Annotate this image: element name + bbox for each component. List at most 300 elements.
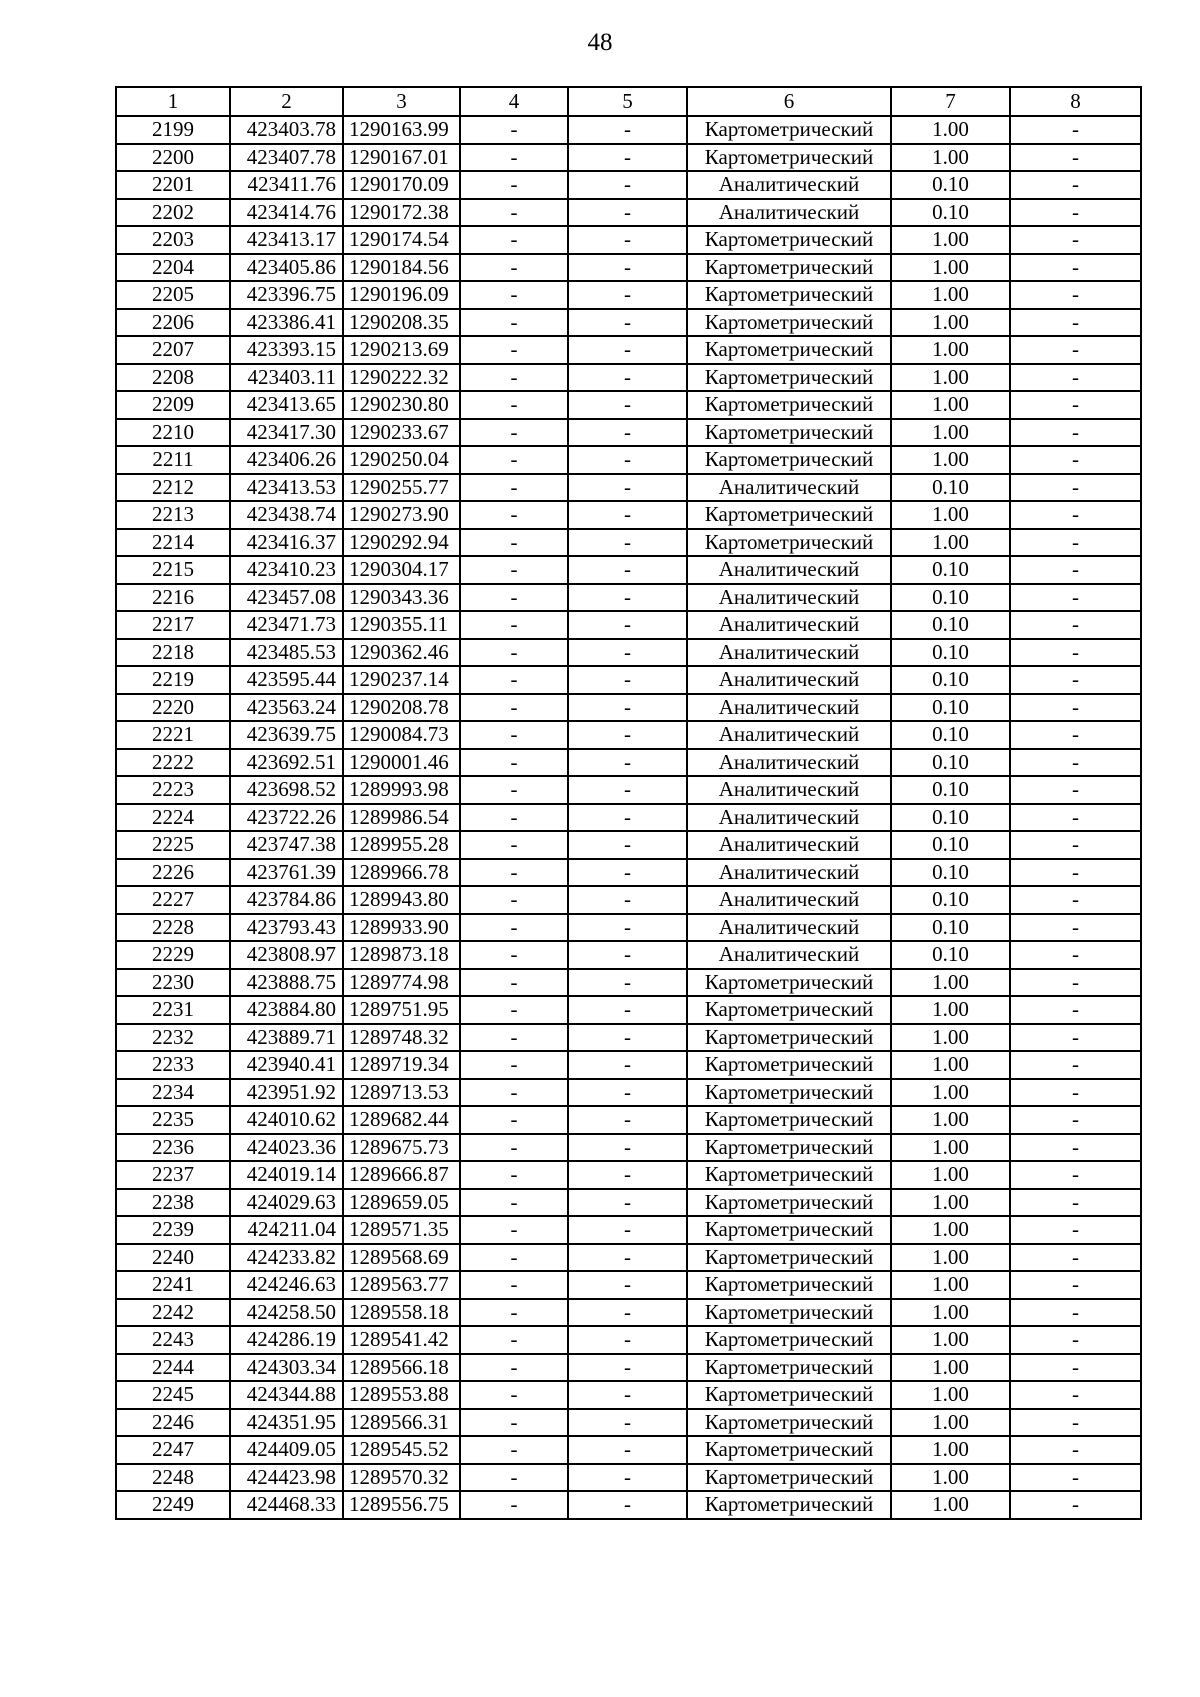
table-row [116, 1299, 1141, 1327]
table-row [116, 1216, 1141, 1244]
column-4-cell: - [460, 666, 568, 694]
method-cell: Аналитический [687, 611, 891, 639]
column-8-cell: - [1010, 1354, 1141, 1382]
y-coordinate-cell: 1290273.90 [343, 501, 460, 529]
accuracy-cell: 1.00 [891, 1491, 1010, 1519]
column-4-cell: - [460, 364, 568, 392]
method-cell: Аналитический [687, 584, 891, 612]
method-cell: Картометрический [687, 1326, 891, 1354]
x-coordinate-cell: 423471.73 [230, 611, 343, 639]
method-cell: Картометрический [687, 254, 891, 282]
point-number-cell: 2205 [116, 281, 230, 309]
column-5-cell: - [568, 666, 687, 694]
x-coordinate-cell: 423563.24 [230, 694, 343, 722]
accuracy-cell: 1.00 [891, 1106, 1010, 1134]
column-4-cell: - [460, 1106, 568, 1134]
table-row [116, 886, 1141, 914]
column-8-cell: - [1010, 199, 1141, 227]
column-5-cell: - [568, 996, 687, 1024]
point-number-cell: 2245 [116, 1381, 230, 1409]
table-row [116, 1079, 1141, 1107]
column-5-cell: - [568, 1491, 687, 1519]
y-coordinate-cell: 1289556.75 [343, 1491, 460, 1519]
column-8-cell: - [1010, 1189, 1141, 1217]
column-5-cell: - [568, 144, 687, 172]
accuracy-cell: 0.10 [891, 556, 1010, 584]
x-coordinate-cell: 424344.88 [230, 1381, 343, 1409]
table-row [116, 969, 1141, 997]
y-coordinate-cell: 1290167.01 [343, 144, 460, 172]
column-5-cell: - [568, 914, 687, 942]
point-number-cell: 2200 [116, 144, 230, 172]
column-5-cell: - [568, 391, 687, 419]
x-coordinate-cell: 424303.34 [230, 1354, 343, 1382]
column-4-cell: - [460, 1189, 568, 1217]
column-5-cell: - [568, 1299, 687, 1327]
point-number-cell: 2240 [116, 1244, 230, 1272]
x-coordinate-cell: 423403.78 [230, 116, 343, 144]
column-5-cell: - [568, 419, 687, 447]
point-number-cell: 2224 [116, 804, 230, 832]
x-coordinate-cell: 423411.76 [230, 171, 343, 199]
method-cell: Картометрический [687, 529, 891, 557]
method-cell: Картометрический [687, 116, 891, 144]
accuracy-cell: 0.10 [891, 941, 1010, 969]
column-5-cell: - [568, 199, 687, 227]
point-number-cell: 2231 [116, 996, 230, 1024]
x-coordinate-cell: 423595.44 [230, 666, 343, 694]
column-8-cell: - [1010, 749, 1141, 777]
column-5-cell: - [568, 254, 687, 282]
point-number-cell: 2243 [116, 1326, 230, 1354]
y-coordinate-cell: 1290255.77 [343, 474, 460, 502]
column-5-cell: - [568, 694, 687, 722]
x-coordinate-cell: 423888.75 [230, 969, 343, 997]
column-4-cell: - [460, 116, 568, 144]
point-number-cell: 2241 [116, 1271, 230, 1299]
point-number-cell: 2234 [116, 1079, 230, 1107]
y-coordinate-cell: 1290222.32 [343, 364, 460, 392]
column-8-cell: - [1010, 1381, 1141, 1409]
column-5-cell: - [568, 941, 687, 969]
x-coordinate-cell: 424029.63 [230, 1189, 343, 1217]
method-cell: Аналитический [687, 914, 891, 942]
y-coordinate-cell: 1290174.54 [343, 226, 460, 254]
method-cell: Картометрический [687, 1161, 891, 1189]
point-number-cell: 2208 [116, 364, 230, 392]
y-coordinate-cell: 1289719.34 [343, 1051, 460, 1079]
table-row [116, 474, 1141, 502]
method-cell: Картометрический [687, 1216, 891, 1244]
column-8-cell: - [1010, 831, 1141, 859]
column-8-cell: - [1010, 281, 1141, 309]
y-coordinate-cell: 1290184.56 [343, 254, 460, 282]
x-coordinate-cell: 424010.62 [230, 1106, 343, 1134]
table-row [116, 529, 1141, 557]
accuracy-cell: 0.10 [891, 776, 1010, 804]
accuracy-cell: 0.10 [891, 886, 1010, 914]
table-row [116, 446, 1141, 474]
x-coordinate-cell: 423793.43 [230, 914, 343, 942]
accuracy-cell: 0.10 [891, 474, 1010, 502]
x-coordinate-cell: 423406.26 [230, 446, 343, 474]
column-4-cell: - [460, 1024, 568, 1052]
y-coordinate-cell: 1289966.78 [343, 859, 460, 887]
column-4-cell: - [460, 804, 568, 832]
method-cell: Картометрический [687, 1381, 891, 1409]
method-cell: Картометрический [687, 1354, 891, 1382]
x-coordinate-cell: 423396.75 [230, 281, 343, 309]
column-5-cell: - [568, 1189, 687, 1217]
accuracy-cell: 0.10 [891, 694, 1010, 722]
header-cell: 4 [460, 87, 568, 116]
method-cell: Картометрический [687, 281, 891, 309]
point-number-cell: 2203 [116, 226, 230, 254]
method-cell: Картометрический [687, 1409, 891, 1437]
x-coordinate-cell: 423438.74 [230, 501, 343, 529]
point-number-cell: 2220 [116, 694, 230, 722]
x-coordinate-cell: 423884.80 [230, 996, 343, 1024]
column-8-cell: - [1010, 1244, 1141, 1272]
accuracy-cell: 1.00 [891, 996, 1010, 1024]
accuracy-cell: 1.00 [891, 1326, 1010, 1354]
y-coordinate-cell: 1290237.14 [343, 666, 460, 694]
method-cell: Картометрический [687, 1436, 891, 1464]
table-row [116, 144, 1141, 172]
x-coordinate-cell: 423407.78 [230, 144, 343, 172]
accuracy-cell: 0.10 [891, 749, 1010, 777]
method-cell: Аналитический [687, 776, 891, 804]
point-number-cell: 2229 [116, 941, 230, 969]
table-row [116, 1244, 1141, 1272]
column-8-cell: - [1010, 721, 1141, 749]
table-row [116, 116, 1141, 144]
accuracy-cell: 1.00 [891, 281, 1010, 309]
column-4-cell: - [460, 419, 568, 447]
column-5-cell: - [568, 1134, 687, 1162]
column-8-cell: - [1010, 116, 1141, 144]
x-coordinate-cell: 424211.04 [230, 1216, 343, 1244]
x-coordinate-cell: 424258.50 [230, 1299, 343, 1327]
column-8-cell: - [1010, 556, 1141, 584]
table-row [116, 694, 1141, 722]
column-4-cell: - [460, 1299, 568, 1327]
method-cell: Картометрический [687, 419, 891, 447]
method-cell: Картометрический [687, 1491, 891, 1519]
column-4-cell: - [460, 941, 568, 969]
x-coordinate-cell: 423698.52 [230, 776, 343, 804]
y-coordinate-cell: 1290343.36 [343, 584, 460, 612]
column-4-cell: - [460, 969, 568, 997]
column-5-cell: - [568, 364, 687, 392]
point-number-cell: 2232 [116, 1024, 230, 1052]
accuracy-cell: 1.00 [891, 446, 1010, 474]
x-coordinate-cell: 423403.11 [230, 364, 343, 392]
method-cell: Аналитический [687, 831, 891, 859]
method-cell: Картометрический [687, 1464, 891, 1492]
column-8-cell: - [1010, 996, 1141, 1024]
point-number-cell: 2237 [116, 1161, 230, 1189]
table-row [116, 941, 1141, 969]
point-number-cell: 2236 [116, 1134, 230, 1162]
column-4-cell: - [460, 584, 568, 612]
method-cell: Картометрический [687, 309, 891, 337]
method-cell: Картометрический [687, 501, 891, 529]
accuracy-cell: 1.00 [891, 336, 1010, 364]
accuracy-cell: 1.00 [891, 1079, 1010, 1107]
point-number-cell: 2242 [116, 1299, 230, 1327]
table-row [116, 1051, 1141, 1079]
table-row [116, 1381, 1141, 1409]
point-number-cell: 2230 [116, 969, 230, 997]
point-number-cell: 2233 [116, 1051, 230, 1079]
x-coordinate-cell: 423808.97 [230, 941, 343, 969]
column-8-cell: - [1010, 1326, 1141, 1354]
table-row [116, 721, 1141, 749]
x-coordinate-cell: 424351.95 [230, 1409, 343, 1437]
column-4-cell: - [460, 1436, 568, 1464]
column-4-cell: - [460, 529, 568, 557]
column-5-cell: - [568, 886, 687, 914]
table-row [116, 1024, 1141, 1052]
x-coordinate-cell: 423940.41 [230, 1051, 343, 1079]
point-number-cell: 2226 [116, 859, 230, 887]
column-5-cell: - [568, 1244, 687, 1272]
column-4-cell: - [460, 1161, 568, 1189]
column-4-cell: - [460, 501, 568, 529]
x-coordinate-cell: 423457.08 [230, 584, 343, 612]
column-5-cell: - [568, 1271, 687, 1299]
y-coordinate-cell: 1289751.95 [343, 996, 460, 1024]
point-number-cell: 2219 [116, 666, 230, 694]
column-4-cell: - [460, 309, 568, 337]
column-5-cell: - [568, 639, 687, 667]
point-number-cell: 2225 [116, 831, 230, 859]
column-8-cell: - [1010, 914, 1141, 942]
column-8-cell: - [1010, 1106, 1141, 1134]
column-8-cell: - [1010, 1134, 1141, 1162]
point-number-cell: 2235 [116, 1106, 230, 1134]
x-coordinate-cell: 423386.41 [230, 309, 343, 337]
y-coordinate-cell: 1290196.09 [343, 281, 460, 309]
y-coordinate-cell: 1289675.73 [343, 1134, 460, 1162]
column-5-cell: - [568, 1051, 687, 1079]
column-4-cell: - [460, 1271, 568, 1299]
table-row [116, 666, 1141, 694]
method-cell: Картометрический [687, 1299, 891, 1327]
column-5-cell: - [568, 474, 687, 502]
column-8-cell: - [1010, 776, 1141, 804]
header-cell: 8 [1010, 87, 1141, 116]
table-row [116, 226, 1141, 254]
column-5-cell: - [568, 721, 687, 749]
method-cell: Картометрический [687, 1024, 891, 1052]
x-coordinate-cell: 423784.86 [230, 886, 343, 914]
table-row [116, 831, 1141, 859]
header-cell: 3 [343, 87, 460, 116]
accuracy-cell: 0.10 [891, 914, 1010, 942]
method-cell: Аналитический [687, 694, 891, 722]
point-number-cell: 2239 [116, 1216, 230, 1244]
table-row [116, 749, 1141, 777]
column-5-cell: - [568, 1079, 687, 1107]
y-coordinate-cell: 1290250.04 [343, 446, 460, 474]
y-coordinate-cell: 1290304.17 [343, 556, 460, 584]
column-8-cell: - [1010, 1464, 1141, 1492]
column-5-cell: - [568, 226, 687, 254]
table-row [116, 1409, 1141, 1437]
point-number-cell: 2214 [116, 529, 230, 557]
x-coordinate-cell: 423414.76 [230, 199, 343, 227]
column-8-cell: - [1010, 226, 1141, 254]
column-4-cell: - [460, 446, 568, 474]
accuracy-cell: 1.00 [891, 1189, 1010, 1217]
x-coordinate-cell: 424286.19 [230, 1326, 343, 1354]
x-coordinate-cell: 423393.15 [230, 336, 343, 364]
table-row [116, 309, 1141, 337]
column-8-cell: - [1010, 1271, 1141, 1299]
method-cell: Картометрический [687, 1079, 891, 1107]
x-coordinate-cell: 423416.37 [230, 529, 343, 557]
x-coordinate-cell: 423692.51 [230, 749, 343, 777]
column-8-cell: - [1010, 584, 1141, 612]
column-8-cell: - [1010, 611, 1141, 639]
column-8-cell: - [1010, 1161, 1141, 1189]
y-coordinate-cell: 1290172.38 [343, 199, 460, 227]
column-8-cell: - [1010, 1299, 1141, 1327]
column-4-cell: - [460, 281, 568, 309]
column-5-cell: - [568, 1381, 687, 1409]
column-8-cell: - [1010, 804, 1141, 832]
x-coordinate-cell: 424233.82 [230, 1244, 343, 1272]
accuracy-cell: 0.10 [891, 171, 1010, 199]
column-5-cell: - [568, 776, 687, 804]
column-8-cell: - [1010, 419, 1141, 447]
accuracy-cell: 0.10 [891, 721, 1010, 749]
table-row [116, 996, 1141, 1024]
table-row [116, 281, 1141, 309]
column-8-cell: - [1010, 1024, 1141, 1052]
method-cell: Аналитический [687, 941, 891, 969]
accuracy-cell: 1.00 [891, 1216, 1010, 1244]
column-4-cell: - [460, 1134, 568, 1162]
y-coordinate-cell: 1290163.99 [343, 116, 460, 144]
x-coordinate-cell: 424023.36 [230, 1134, 343, 1162]
y-coordinate-cell: 1289566.18 [343, 1354, 460, 1382]
table-row [116, 1326, 1141, 1354]
y-coordinate-cell: 1290292.94 [343, 529, 460, 557]
x-coordinate-cell: 423410.23 [230, 556, 343, 584]
column-4-cell: - [460, 749, 568, 777]
method-cell: Картометрический [687, 1051, 891, 1079]
column-8-cell: - [1010, 446, 1141, 474]
header-cell: 7 [891, 87, 1010, 116]
accuracy-cell: 1.00 [891, 1271, 1010, 1299]
method-cell: Картометрический [687, 446, 891, 474]
column-8-cell: - [1010, 501, 1141, 529]
accuracy-cell: 0.10 [891, 804, 1010, 832]
column-4-cell: - [460, 1051, 568, 1079]
column-4-cell: - [460, 144, 568, 172]
column-5-cell: - [568, 749, 687, 777]
accuracy-cell: 1.00 [891, 1244, 1010, 1272]
accuracy-cell: 1.00 [891, 1436, 1010, 1464]
accuracy-cell: 0.10 [891, 666, 1010, 694]
point-number-cell: 2204 [116, 254, 230, 282]
column-5-cell: - [568, 529, 687, 557]
column-8-cell: - [1010, 639, 1141, 667]
table-row [116, 1134, 1141, 1162]
column-5-cell: - [568, 336, 687, 364]
column-8-cell: - [1010, 309, 1141, 337]
y-coordinate-cell: 1289943.80 [343, 886, 460, 914]
y-coordinate-cell: 1290084.73 [343, 721, 460, 749]
column-8-cell: - [1010, 694, 1141, 722]
column-8-cell: - [1010, 529, 1141, 557]
column-5-cell: - [568, 1024, 687, 1052]
point-number-cell: 2248 [116, 1464, 230, 1492]
x-coordinate-cell: 424409.05 [230, 1436, 343, 1464]
column-5-cell: - [568, 1326, 687, 1354]
accuracy-cell: 0.10 [891, 859, 1010, 887]
point-number-cell: 2238 [116, 1189, 230, 1217]
method-cell: Картометрический [687, 336, 891, 364]
column-8-cell: - [1010, 171, 1141, 199]
table-row [116, 639, 1141, 667]
y-coordinate-cell: 1289682.44 [343, 1106, 460, 1134]
y-coordinate-cell: 1289713.53 [343, 1079, 460, 1107]
method-cell: Картометрический [687, 1244, 891, 1272]
column-4-cell: - [460, 1491, 568, 1519]
method-cell: Аналитический [687, 666, 891, 694]
accuracy-cell: 0.10 [891, 831, 1010, 859]
table-row [116, 364, 1141, 392]
header-cell: 6 [687, 87, 891, 116]
table-row [116, 1436, 1141, 1464]
y-coordinate-cell: 1289563.77 [343, 1271, 460, 1299]
point-number-cell: 2202 [116, 199, 230, 227]
accuracy-cell: 0.10 [891, 611, 1010, 639]
table-row [116, 1464, 1141, 1492]
column-8-cell: - [1010, 336, 1141, 364]
table-row [116, 556, 1141, 584]
column-8-cell: - [1010, 1079, 1141, 1107]
point-number-cell: 2217 [116, 611, 230, 639]
point-number-cell: 2211 [116, 446, 230, 474]
table-row [116, 254, 1141, 282]
accuracy-cell: 1.00 [891, 419, 1010, 447]
y-coordinate-cell: 1289666.87 [343, 1161, 460, 1189]
x-coordinate-cell: 423413.65 [230, 391, 343, 419]
column-5-cell: - [568, 171, 687, 199]
accuracy-cell: 1.00 [891, 1134, 1010, 1162]
method-cell: Аналитический [687, 859, 891, 887]
y-coordinate-cell: 1289558.18 [343, 1299, 460, 1327]
column-8-cell: - [1010, 364, 1141, 392]
accuracy-cell: 1.00 [891, 116, 1010, 144]
point-number-cell: 2209 [116, 391, 230, 419]
accuracy-cell: 1.00 [891, 969, 1010, 997]
column-4-cell: - [460, 1464, 568, 1492]
point-number-cell: 2218 [116, 639, 230, 667]
point-number-cell: 2215 [116, 556, 230, 584]
column-4-cell: - [460, 694, 568, 722]
table-row [116, 804, 1141, 832]
x-coordinate-cell: 423889.71 [230, 1024, 343, 1052]
x-coordinate-cell: 423639.75 [230, 721, 343, 749]
coordinates-table [115, 86, 1142, 1520]
method-cell: Картометрический [687, 1271, 891, 1299]
